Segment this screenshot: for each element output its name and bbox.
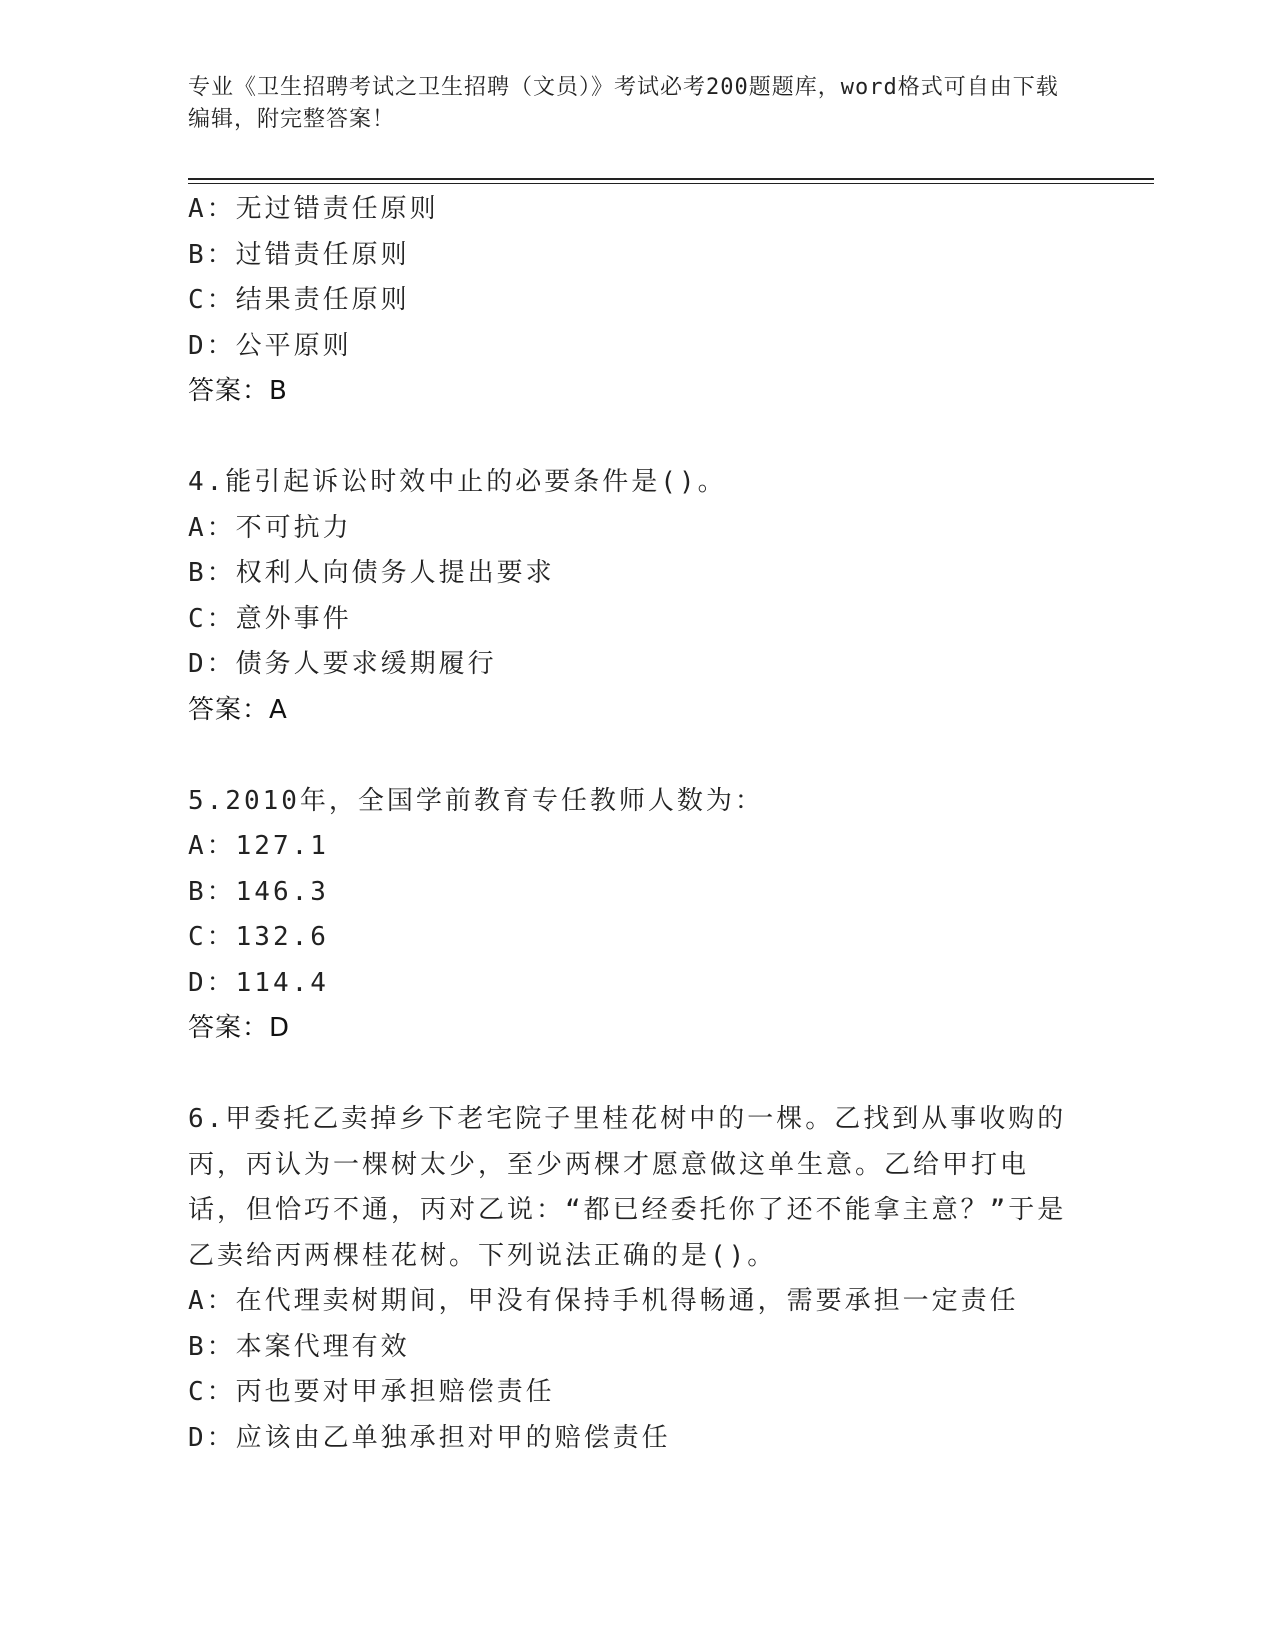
header-rule-thin (188, 183, 1154, 184)
answer-line: 答案：D (188, 1013, 291, 1043)
option-d: D：应该由乙单独承担对甲的赔偿责任 (188, 1422, 671, 1453)
option-b: B：权利人向债务人提出要求 (188, 558, 555, 588)
option-c: C：意外事件 (188, 603, 352, 634)
option-d: D：114.4 (188, 967, 329, 998)
header-rule (188, 178, 1154, 180)
question-list (188, 187, 1088, 1461)
option-a: A：无过错责任原则 (188, 194, 439, 224)
option-a: A：不可抗力 (188, 512, 352, 543)
option-b: B：146.3 (188, 876, 329, 907)
option-c: C：丙也要对甲承担赔偿责任 (188, 1377, 555, 1407)
answer-line: 答案：B (188, 376, 288, 406)
document-header: 专业《卫生招聘考试之卫生招聘（文员）》考试必考200题题库，word格式可自由下载编辑，附完整答案！ (188, 75, 1059, 132)
option-a: A：在代理卖树期间，甲没有保持手机得畅通，需要承担一定责任 (188, 1286, 1019, 1316)
option-b: B：本案代理有效 (188, 1331, 410, 1362)
question-block (188, 779, 1088, 1052)
option-d: D：公平原则 (188, 330, 352, 361)
question-block (188, 460, 1088, 733)
option-a: A：127.1 (188, 831, 329, 861)
option-c: C：结果责任原则 (188, 285, 410, 315)
option-b: B：过错责任原则 (188, 239, 410, 270)
answer-line: 答案：A (188, 694, 288, 725)
question-text: 6.甲委托乙卖掉乡下老宅院子里桂花树中的一棵。乙找到从事收购的丙，丙认为一棵树太少，至少两棵才愿意做这单生意。乙给甲打电话，但恰巧不通，丙对乙说：“都已经委托你了还不能拿主意？”于是乙卖给丙两棵桂花树。下列说法正确的是()。 (188, 1104, 1067, 1271)
option-c: C：132.6 (188, 922, 329, 952)
question-block (188, 1097, 1088, 1461)
question-text: 5.2010年，全国学前教育专任教师人数为： (188, 785, 764, 816)
question-block (188, 187, 1088, 415)
question-text: 4.能引起诉讼时效中止的必要条件是()。 (188, 467, 727, 497)
option-d: D：债务人要求缓期履行 (188, 649, 497, 679)
